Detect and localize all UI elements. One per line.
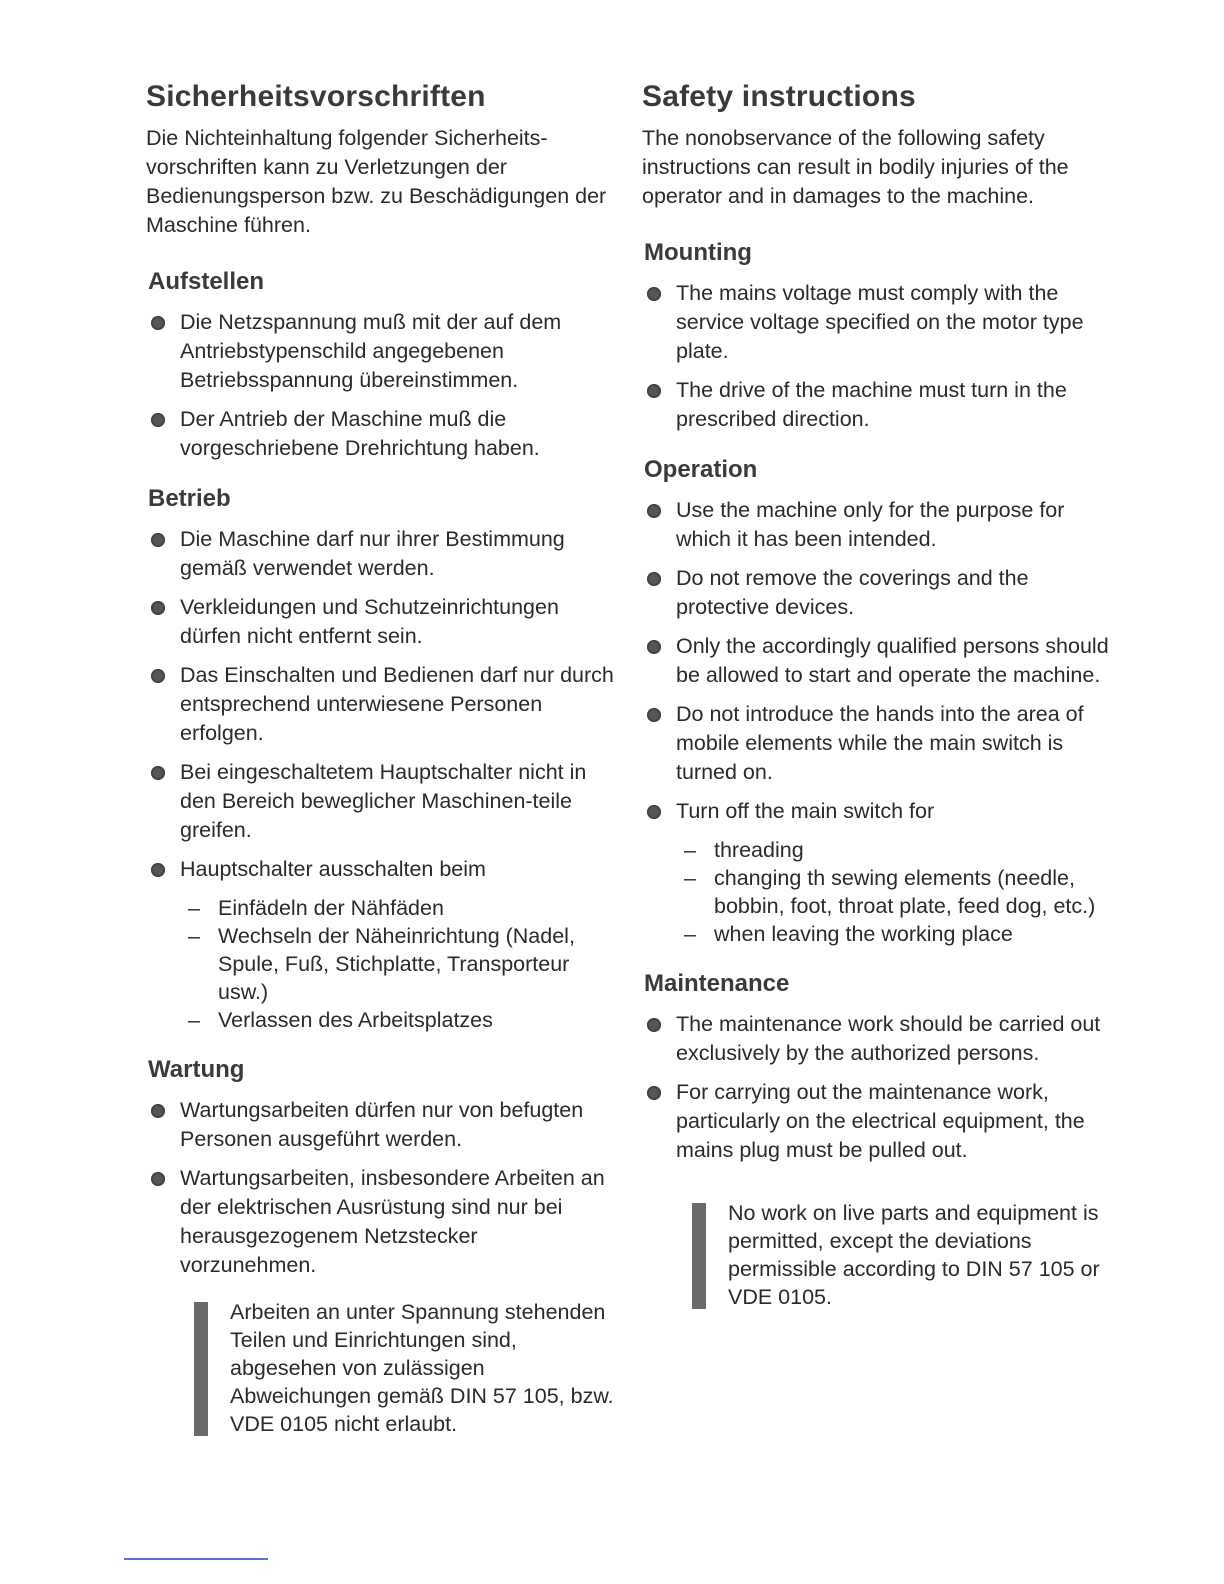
sublist-operation: [684, 836, 1114, 948]
list-item: Verkleidungen und Schutzeinrichtungen dürfen nicht entfernt sein.: [146, 593, 616, 651]
list-item: Do not remove the coverings and the protective devices.: [642, 564, 1114, 622]
heading-operation: Operation: [644, 456, 758, 483]
bullet-icon: [647, 572, 661, 586]
section-aufstellen: [146, 268, 616, 463]
heading-mounting: Mounting: [644, 239, 752, 266]
bullet-icon: [647, 708, 661, 722]
bullet-icon: [151, 601, 165, 615]
dash-icon: –: [684, 838, 696, 862]
sub-list-item: – when leaving the working place: [684, 922, 1013, 946]
list-item: Die Netzspannung muß mit der auf dem Antriebstypenschild angegebenen Betriebsspannung übereinstimmen.: [146, 308, 616, 395]
intro-german: Die Nichteinhaltung folgender Sicherheits-vorschriften kann zu Verletzungen der Bedienungsperson bzw. zu Beschädigungen der Maschine führen.: [146, 126, 607, 237]
bullet-icon: [647, 287, 661, 301]
heading-wartung: Wartung: [148, 1056, 245, 1083]
bullet-icon: [151, 413, 165, 427]
list-item: The mains voltage must comply with the service voltage specified on the motor type plate.: [642, 279, 1114, 366]
section-wartung: [146, 1056, 616, 1438]
sub-list-item: – Wechseln der Näheinrichtung (Nadel, Spule, Fuß, Stichplatte, Transporteur usw.): [188, 924, 575, 1004]
section-mounting: [642, 239, 1114, 434]
section-maintenance: [642, 970, 1114, 1311]
intro-english: The nonobservance of the following safety instructions can result in bodily injuries of the operator and in damages to the machine.: [642, 126, 1069, 208]
footer-rule: [124, 1558, 268, 1560]
bullet-icon: [647, 504, 661, 518]
list-wartung: [146, 1096, 616, 1280]
list-item: Turn off the main switch for – threading – changing th sewing elements (needle, bobbin, foot, throat plate, feed dog, etc.) – when leaving the working place: [642, 797, 1114, 948]
bullet-icon: [151, 669, 165, 683]
list-item: The maintenance work should be carried out exclusively by the authorized persons.: [642, 1010, 1114, 1068]
bullet-icon: [151, 863, 165, 877]
list-item: Do not introduce the hands into the area of mobile elements while the main switch is turned on.: [642, 700, 1114, 787]
english-column: [642, 80, 1114, 1311]
page-title-german: Sicherheitsvorschriften: [146, 80, 486, 113]
bullet-icon: [151, 316, 165, 330]
warning-bar-icon: [194, 1302, 208, 1436]
sub-list-item: – threading: [684, 838, 804, 862]
list-item: For carrying out the maintenance work, particularly on the electrical equipment, the mains plug must be pulled out.: [642, 1078, 1114, 1165]
bullet-icon: [151, 1104, 165, 1118]
warning-note-german: Arbeiten an unter Spannung stehenden Teilen und Einrichtungen sind, abgesehen von zulässigen Abweichungen gemäß DIN 57 105, bzw. VDE 0105 nicht erlaubt.: [194, 1298, 616, 1438]
list-mounting: [642, 279, 1114, 434]
list-item: Wartungsarbeiten dürfen nur von befugten Personen ausgeführt werden.: [146, 1096, 616, 1154]
heading-betrieb: Betrieb: [148, 485, 231, 512]
list-aufstellen: [146, 308, 616, 463]
sub-list-item: – changing th sewing elements (needle, bobbin, foot, throat plate, feed dog, etc.): [684, 866, 1096, 918]
list-item: Bei eingeschaltetem Hauptschalter nicht in den Bereich beweglicher Maschinen-teile greifen.: [146, 758, 616, 845]
bullet-icon: [647, 1086, 661, 1100]
bullet-icon: [151, 1172, 165, 1186]
sub-list-item: – Verlassen des Arbeitsplatzes: [188, 1008, 493, 1032]
list-item: Das Einschalten und Bedienen darf nur durch entsprechend unterwiesene Personen erfolgen.: [146, 661, 616, 748]
bullet-icon: [647, 805, 661, 819]
bullet-icon: [151, 766, 165, 780]
sub-list-item: – Einfädeln der Nähfäden: [188, 896, 444, 920]
warning-note-english: No work on live parts and equipment is permitted, except the deviations permissible according to DIN 57 105 or VDE 0105.: [692, 1199, 1114, 1311]
list-item: Only the accordingly qualified persons should be allowed to start and operate the machine.: [642, 632, 1114, 690]
sublist-betrieb: [188, 894, 616, 1034]
list-betrieb: [146, 525, 616, 1034]
bullet-icon: [647, 384, 661, 398]
list-maintenance: [642, 1010, 1114, 1165]
list-item: Use the machine only for the purpose for which it has been intended.: [642, 496, 1114, 554]
bullet-icon: [647, 640, 661, 654]
dash-icon: –: [188, 896, 200, 920]
dash-icon: –: [684, 922, 696, 946]
section-betrieb: [146, 485, 616, 1034]
bullet-icon: [647, 1018, 661, 1032]
dash-icon: –: [188, 1008, 200, 1032]
dash-icon: –: [188, 924, 200, 948]
heading-aufstellen: Aufstellen: [148, 268, 265, 295]
list-operation: [642, 496, 1114, 948]
german-column: [146, 80, 616, 1438]
dash-icon: –: [684, 866, 696, 890]
bullet-icon: [151, 533, 165, 547]
list-item: The drive of the machine must turn in the prescribed direction.: [642, 376, 1114, 434]
warning-bar-icon: [692, 1203, 706, 1309]
list-item: Hauptschalter ausschalten beim – Einfädeln der Nähfäden – Wechseln der Näheinrichtung (Nadel, Spule, Fuß, Stichplatte, Transporteur usw.) – Verlassen des Arbeitsplatzes: [146, 855, 616, 1034]
list-item: Die Maschine darf nur ihrer Bestimmung gemäß verwendet werden.: [146, 525, 616, 583]
heading-maintenance: Maintenance: [644, 970, 790, 997]
list-item: Wartungsarbeiten, insbesondere Arbeiten an der elektrischen Ausrüstung sind nur bei herausgezogenem Netzstecker vorzunehmen.: [146, 1164, 616, 1280]
section-operation: [642, 456, 1114, 948]
list-item: Der Antrieb der Maschine muß die vorgeschriebene Drehrichtung haben.: [146, 405, 616, 463]
page-title-english: Safety instructions: [642, 80, 916, 113]
